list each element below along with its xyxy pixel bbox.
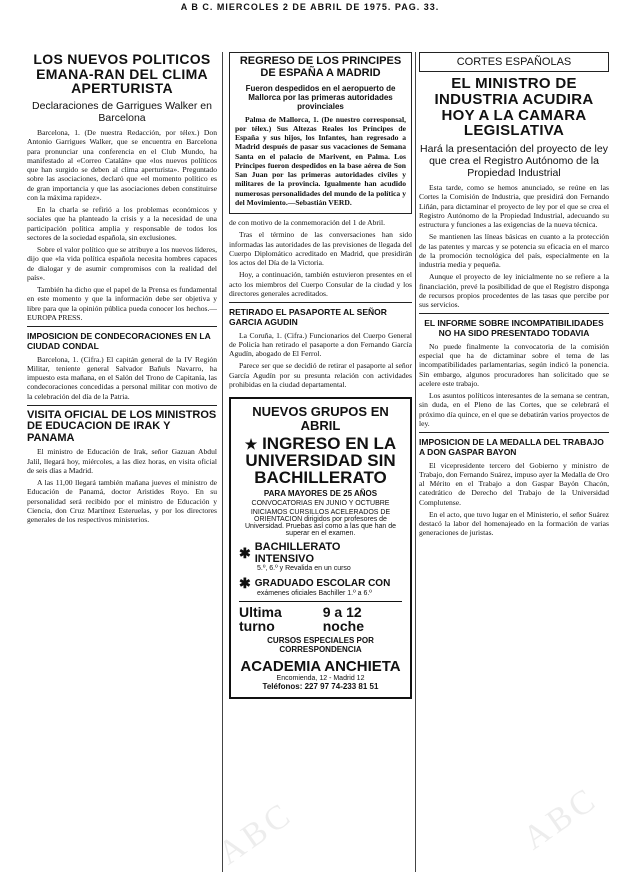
paragraph: Palma de Mallorca, 1. (De nuestro corresponsal, por télex.) Sus Altezas Reales los Príncipes de España y sus hijos, los Infantes, han regresado a Madrid después de pasar sus vacaciones de Semana Santa en el palacio de Marivent, en Palma. Los Príncipes fueron despedidos en la base aérea de Son San Juan por las primeras autoridades civiles y militares de la provincia. Igualmente han acudido numerosas personalidades del mundo de la política y del Movimiento.—Sebastián VERD. <box>235 114 406 207</box>
section-title-incompatibilidades: EL INFORME SOBRE INCOMPATIBILIDADES NO HA SIDO PRESENTADO TODAVIA <box>424 318 604 339</box>
advertisement-academia <box>229 397 412 699</box>
headline-visita-oficial: VISITA OFICIAL DE LOS MINISTROS DE EDUCACION DE IRAK Y PANAMA <box>27 408 217 444</box>
star-icon: ★ <box>244 436 258 453</box>
paragraph: También ha dicho que el papel de la Prensa es fundamental en este momento y que la información debe ser objetiva y libre para que la opinión pública pueda conocer los hechos.—EUROPA PRESS. <box>27 285 217 322</box>
paragraph: A las 11,00 llegará también mañana jueves el ministro de Educación de Panamá, doctor Aristides Royo. En su personalidad será recibido por el ministro de Educación y Ciencia, don Cruz Martínez Esteruelas, y por los directores generales de los respectivos ministerios. <box>27 478 217 525</box>
column-right <box>419 52 609 872</box>
paragraph: Aunque el proyecto de ley inicialmente no se refiere a la financiación, prevé la posibilidad de que el Registro disponga de recursos propios procedentes de las tasas que percibe por sus servicios. <box>419 272 609 309</box>
ad-row-detail: 5.º, 6.º y Revalida en un curso <box>257 565 351 573</box>
paragraph: de con motivo de la conmemoración del 1 de Abril. <box>229 218 386 228</box>
paragraph: En la charla se refirió a los problemas económicos y sociales que ha planteado la crisis y a la necesidad de una participación política amplia y responsable de todos los sectores de la sociedad española, sin exclusiones. <box>27 205 217 242</box>
star-icon: ✱ <box>239 575 251 592</box>
ad-row-detail: exámenes oficiales Bachiller 1.º a 6.º <box>257 590 372 598</box>
paragraph: Hoy, a continuación, también estuvieron presentes en el acto los miembros del Cuerpo Consular de la ciudad y los directores generales acreditados. <box>229 270 412 298</box>
section-title-pasaporte: RETIRADO EL PASAPORTE AL SEÑOR GARCIA AGUDIN <box>229 307 387 327</box>
ad-title: NUEVOS GRUPOS EN ABRIL <box>252 404 389 433</box>
paragraph: Se mantienen las líneas básicas en cuanto a la protección de las patentes y marcas y se potencia su eficacia en el marco de la promoción tecnológica del país, especialmente en la industria media y pequeña. <box>419 232 609 269</box>
ad-phone: Teléfonos: 227 97 74-233 81 51 <box>262 682 379 692</box>
paragraph: Esta tarde, como se hemos anunciado, se reúne en las Cortes la Comisión de Industria, que presidirá don Fernando Liñán, para dictaminar el proyecto de ley por el que se crea el Registro Autónomo de la Propiedad Industrial, adecuando su estructura y funciones a las exigencias de la nueva técnica. <box>419 183 609 229</box>
divider <box>419 432 609 433</box>
ad-academy-name: ACADEMIA ANCHIETA <box>240 658 401 676</box>
star-icon: ✱ <box>239 545 251 562</box>
paragraph: Parece ser que se decidió de retirar el pasaporte al señor García Agudín por su presunta relación con actividades prohibidas en la ciudad departamental. <box>229 361 412 389</box>
ad-schedule <box>239 601 402 633</box>
subhead-principes: Fueron despedidos en el aeropuerto de Mallorca por las primeras autoridades provinciales <box>245 84 396 112</box>
section-title-condecoraciones: IMPOSICION DE CONDECORACIONES EN LA CIUDAD CONDAL <box>27 331 211 351</box>
boxed-article-principes <box>229 52 412 214</box>
paragraph: No puede finalmente la convocatoria de la comisión especial que ha de dictaminar sobre el tema de las incompatibilidades parlamentarias, según indicó la ponencia. Sin embargo, algunos procuradores han solicitado que se acelere este trabajo. <box>419 341 609 388</box>
divider <box>229 302 412 303</box>
paragraph: El vicepresidente tercero del Gobierno y ministro de Trabajo, don Fernando Suárez, impuso ayer la Medalla de Oro al Mérito en el Trabajo a don Gaspar Bayón Chacón, catedrático de Derecho del Trabajo de la Universidad Complutense. <box>419 460 609 507</box>
ad-line: PARA MAYORES DE 25 AÑOS <box>263 489 378 499</box>
page-header: A B C. MIERCOLES 2 DE ABRIL DE 1975. PAG. 33. <box>180 2 440 12</box>
divider <box>419 313 609 314</box>
column-left <box>27 52 217 872</box>
kicker-box <box>419 52 609 72</box>
ad-row-bachillerato: ✱ BACHILLERATO INTENSIVO <box>239 541 341 566</box>
ad-row-graduado: ✱ GRADUADO ESCOLAR CON <box>239 575 391 592</box>
column-center <box>229 52 412 872</box>
paragraph: Sobre el valor político que se atribuye a los nuevos líderes, dijo que «la vida política española necesita hombres capaces de dialogar y de asumir compromisos con la realidad del país». <box>27 245 217 282</box>
subhead-garrigues: Declaraciones de Garrigues Walker en Barcelona <box>32 100 212 125</box>
divider <box>27 326 217 327</box>
headline-politicos: LOS NUEVOS POLITICOS EMANA-RAN DEL CLIMA APERTURISTA <box>33 52 211 97</box>
paragraph: Tras el término de las conversaciones han sido informadas las autoridades de las previsiones de llegada del Cuerpo Diplomático acreditado en Madrid, que presidirán los actos del Día de la Victoria. <box>229 230 412 268</box>
divider <box>27 405 217 406</box>
ad-horario: 9 a 12 noche <box>322 604 364 635</box>
ad-correspondencia: CURSOS ESPECIALES POR CORRESPONDENCIA <box>267 636 374 655</box>
paragraph: En el acto, que tuvo lugar en el Ministerio, el señor Suárez destacó la labor del homenajeado en la formación de varias generaciones de juristas. <box>419 509 609 538</box>
subhead-registro: Hará la presentación del proyecto de ley que crea el Registro Autónomo de la Propiedad Industrial <box>420 143 608 179</box>
paragraph: Barcelona, 1. (De nuestra Redacción, por télex.) Don Antonio Garrigues Walker, que se encuentra en Barcelona para pronunciar una conferencia en el Club Mundo, ha manifestado al «Correo Catalán» que «los nuevos políticos que han surgido se deben al clima aperturista». Preguntado sobre las asociaciones, declaró que «el momento político es de gran importancia y que las asociaciones deben constituirse con la máxima rapidez». <box>27 128 217 202</box>
section-title-medalla: IMPOSICION DE LA MEDALLA DEL TRABAJO A DON GASPAR BAYON <box>419 437 604 457</box>
ad-line: INICIAMOS CURSILLOS ACELERADOS DE ORIENTACION dirigidos por profesores de Universidad. Pruebas así como a las que han de superar en el examen. <box>245 509 396 538</box>
watermark-abc: ABC <box>211 794 300 873</box>
column-divider <box>415 52 416 872</box>
paragraph: El ministro de Educación de Irak, señor Gazuan Abdul Jalil, llegará hoy, miércoles, a las diez horas, en visita oficial de seis días a Madrid. <box>27 447 217 475</box>
headline-ministro-industria: EL MINISTRO DE INDUSTRIA ACUDIRA HOY A LA CAMARA LEGISLATIVA <box>434 75 594 140</box>
paragraph: La Coruña, 1. (Cifra.) Funcionarios del Cuerpo General de Policía han retirado el pasaporte a don Fernando García Agudín, abogado de El Ferrol. <box>229 330 412 359</box>
kicker-cortes: CORTES ESPAÑOLAS <box>456 56 572 68</box>
column-divider <box>222 52 223 872</box>
paragraph: Los asuntos políticos interesantes de la semana se centran, sin duda, en el Pleno de las Cortes, que se celebrará el próximo día quince, en el que se debatirán varios proyectos de ley. <box>419 391 609 428</box>
headline-principes: REGRESO DE LOS PRINCIPES DE ESPAÑA A MADRID <box>239 55 402 79</box>
ad-line: CONVOCATORIAS EN JUNIO Y OCTUBRE <box>251 500 390 508</box>
ad-turno: Ultima turno <box>239 604 282 635</box>
ad-headline: ★ INGRESO EN LA UNIVERSIDAD SIN BACHILLERATO <box>244 434 397 488</box>
ad-address: Encomienda, 12 - Madrid 12 <box>276 675 365 683</box>
watermark-abc: ABC <box>516 779 605 858</box>
paragraph: Barcelona, 1. (Cifra.) El capitán general de la IV Región Militar, teniente general Salvador Bañuls Navarro, ha impuesto esta mañana, en el Salón del Trono de Capitanía, las condecoraciones concedidas a personal militar con motivo de la celebración del día de la Patria. <box>27 354 217 401</box>
